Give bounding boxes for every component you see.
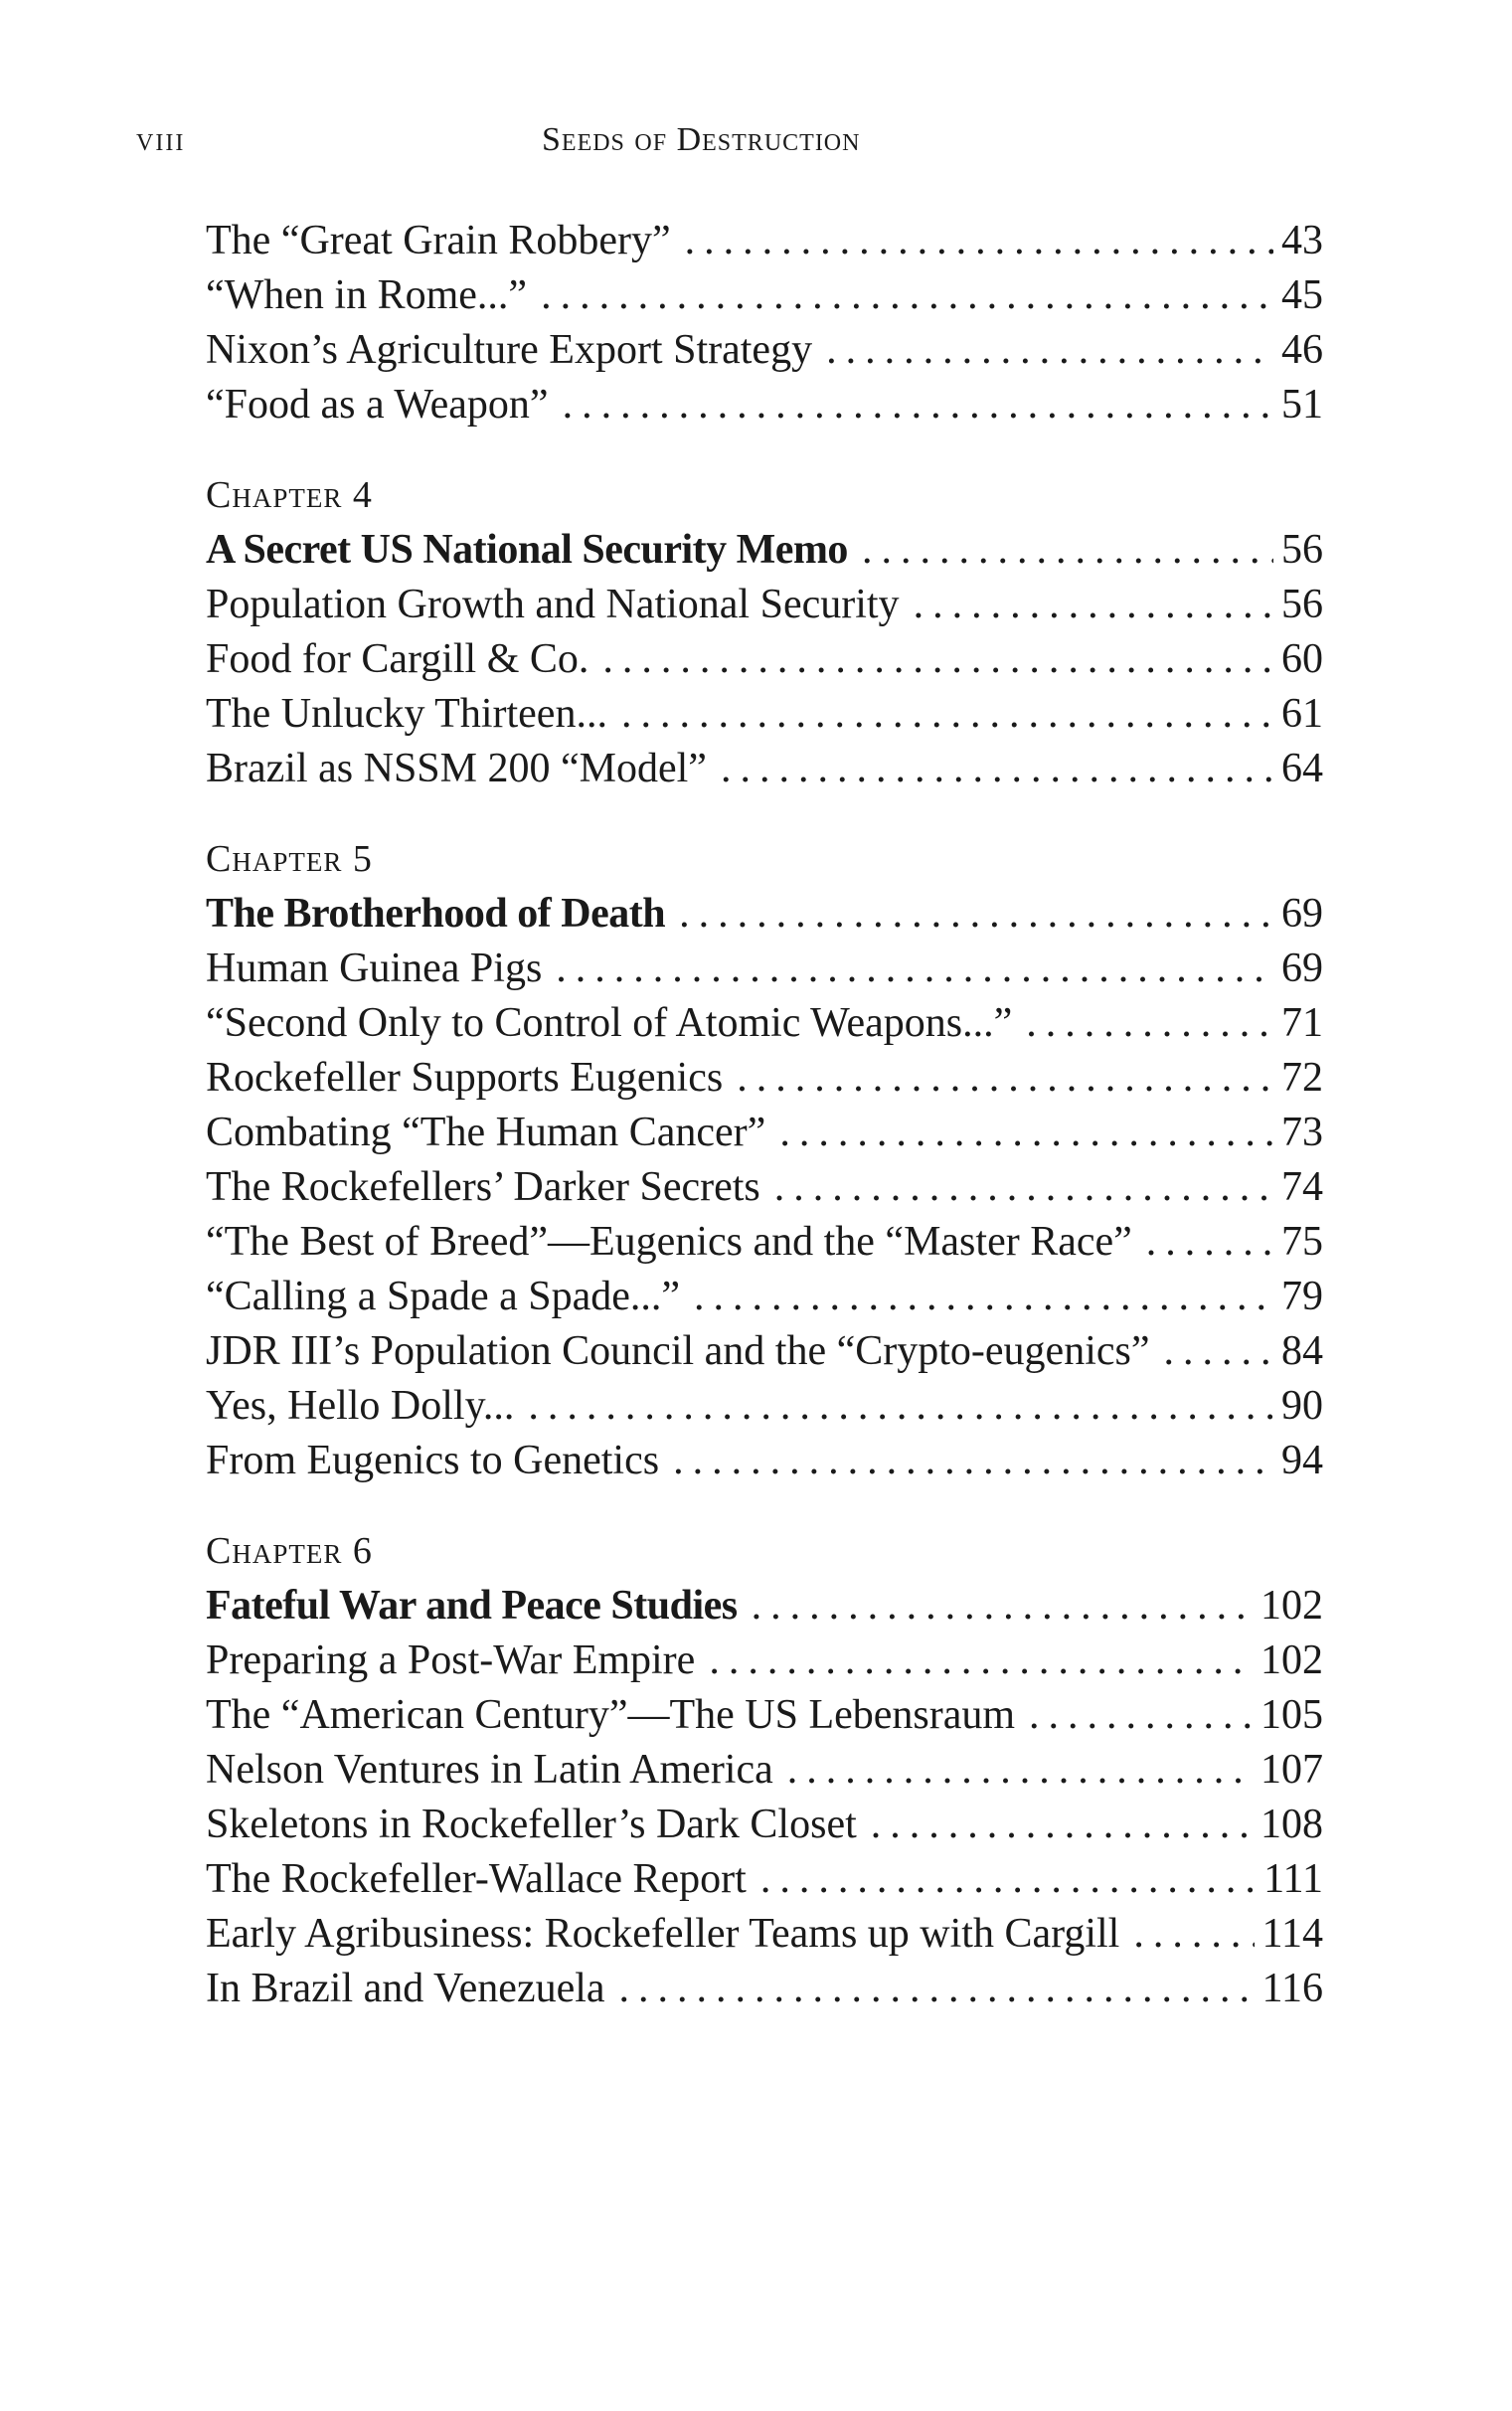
entry-title: Fateful War and Peace Studies: [206, 1583, 738, 1629]
entry-page-number: 108: [1260, 1802, 1323, 1847]
entry-title: “Second Only to Control of Atomic Weapons...”: [206, 1000, 1013, 1046]
entry-page-number: 84: [1281, 1328, 1323, 1374]
entry-title: Population Growth and National Security: [206, 582, 900, 627]
entry-title: A Secret US National Security Memo: [206, 527, 848, 573]
entry-title: “When in Rome...”: [206, 272, 528, 318]
entry-title: Rockefeller Supports Eugenics: [206, 1055, 724, 1101]
toc-entry: [206, 1743, 1323, 1798]
chapter-title-entry: [206, 1579, 1323, 1634]
entry-title: “Calling a Spade a Spade...”: [206, 1274, 681, 1319]
chapter-title-entry: [206, 523, 1323, 578]
entry-title: Brazil as NSSM 200 “Model”: [206, 746, 707, 791]
entry-page-number: 46: [1281, 327, 1323, 373]
entry-title: In Brazil and Venezuela: [206, 1966, 605, 2011]
entry-page-number: 107: [1260, 1747, 1323, 1793]
dot-leader: [871, 1798, 1253, 1852]
entry-page-number: 90: [1281, 1383, 1323, 1429]
dot-leader: [721, 742, 1273, 796]
page-number: viii: [136, 121, 186, 158]
toc-entry: [206, 687, 1323, 742]
entry-page-number: 75: [1281, 1219, 1323, 1265]
dot-leader: [1133, 1907, 1254, 1962]
dot-leader: [685, 214, 1273, 268]
running-head: [136, 121, 1319, 165]
entry-title: The Unlucky Thirteen...: [206, 691, 607, 737]
toc-entry: [206, 1688, 1323, 1743]
entry-title: The “American Century”—The US Lebensraum: [206, 1692, 1016, 1738]
entry-title: Yes, Hello Dolly...: [206, 1383, 515, 1429]
entry-page-number: 105: [1260, 1692, 1323, 1738]
dot-leader: [563, 378, 1273, 432]
entry-page-number: 56: [1281, 582, 1323, 627]
toc-entry: [206, 1962, 1323, 2016]
toc-entry: [206, 268, 1323, 323]
toc-entry: [206, 1379, 1323, 1434]
entry-page-number: 116: [1261, 1966, 1323, 2011]
entry-title: The “Great Grain Robbery”: [206, 218, 671, 263]
entry-title: Nixon’s Agriculture Export Strategy: [206, 327, 813, 373]
entry-page-number: 69: [1281, 946, 1323, 991]
entry-page-number: 71: [1281, 1000, 1323, 1046]
entry-title: Early Agribusiness: Rockefeller Teams up with Cargill: [206, 1911, 1120, 1957]
toc-entry: [206, 1270, 1323, 1324]
entry-page-number: 102: [1260, 1583, 1323, 1629]
toc-entry: [206, 1324, 1323, 1379]
entry-page-number: 72: [1281, 1055, 1323, 1101]
dot-leader: [709, 1634, 1253, 1688]
dot-leader: [679, 887, 1273, 942]
dot-leader: [541, 268, 1273, 323]
entry-page-number: 61: [1281, 691, 1323, 737]
entry-title: From Eugenics to Genetics: [206, 1438, 660, 1483]
entry-title: “Food as a Weapon”: [206, 382, 549, 428]
toc-entry: [206, 1051, 1323, 1106]
dot-leader: [1146, 1215, 1273, 1270]
entry-page-number: 102: [1260, 1637, 1323, 1683]
chapter-title-entry: [206, 887, 1323, 942]
dot-leader: [774, 1160, 1273, 1215]
dot-leader: [1026, 996, 1273, 1051]
entry-title: The Rockefellers’ Darker Secrets: [206, 1164, 760, 1210]
dot-leader: [862, 523, 1273, 578]
toc-entry: [206, 632, 1323, 687]
dot-leader: [619, 1962, 1255, 2016]
section-gap: [206, 432, 1323, 458]
entry-page-number: 74: [1281, 1164, 1323, 1210]
entry-title: Nelson Ventures in Latin America: [206, 1747, 773, 1793]
toc-entry: [206, 1434, 1323, 1488]
entry-page-number: 60: [1281, 636, 1323, 682]
entry-page-number: 73: [1281, 1110, 1323, 1155]
dot-leader: [779, 1106, 1273, 1160]
toc-entry: [206, 578, 1323, 632]
entry-title: JDR III’s Population Council and the “Crypto-eugenics”: [206, 1328, 1150, 1374]
entry-title: Food for Cargill & Co.: [206, 636, 589, 682]
entry-page-number: 45: [1281, 272, 1323, 318]
chapter-label: Chapter 6: [206, 1530, 373, 1572]
toc-entry: [206, 996, 1323, 1051]
entry-title: Human Guinea Pigs: [206, 946, 543, 991]
chapter-label: Chapter 5: [206, 838, 373, 880]
toc-entry: [206, 378, 1323, 432]
toc-entry: [206, 1852, 1323, 1907]
toc-entry: [206, 1634, 1323, 1688]
dot-leader: [826, 323, 1273, 378]
dot-leader: [1029, 1688, 1253, 1743]
entry-page-number: 43: [1281, 218, 1323, 263]
dot-leader: [760, 1852, 1256, 1907]
dot-leader: [556, 942, 1273, 996]
dot-leader: [673, 1434, 1273, 1488]
dot-leader: [1164, 1324, 1274, 1379]
toc-entry: [206, 1798, 1323, 1852]
entry-page-number: 79: [1281, 1274, 1323, 1319]
entry-page-number: 111: [1263, 1856, 1323, 1902]
entry-title: The Brotherhood of Death: [206, 891, 666, 937]
toc-entry: [206, 942, 1323, 996]
dot-leader: [737, 1051, 1273, 1106]
entry-page-number: 94: [1281, 1438, 1323, 1483]
dot-leader: [602, 632, 1273, 687]
dot-leader: [621, 687, 1273, 742]
dot-leader: [752, 1579, 1253, 1634]
entry-title: Preparing a Post-War Empire: [206, 1637, 696, 1683]
entry-title: Combating “The Human Cancer”: [206, 1110, 766, 1155]
entry-page-number: 64: [1281, 746, 1323, 791]
toc-entry: [206, 742, 1323, 796]
entry-title: “The Best of Breed”—Eugenics and the “Master Race”: [206, 1219, 1132, 1265]
entry-page-number: 69: [1281, 891, 1323, 937]
section-gap: [206, 1488, 1323, 1514]
toc-entry: [206, 1106, 1323, 1160]
chapter-label: Chapter 4: [206, 474, 373, 516]
table-of-contents: [206, 214, 1323, 2016]
entry-page-number: 51: [1281, 382, 1323, 428]
toc-entry: [206, 1215, 1323, 1270]
toc-entry: [206, 1160, 1323, 1215]
toc-entry: [206, 323, 1323, 378]
book-title: Seeds of Destruction: [542, 121, 861, 158]
dot-leader: [694, 1270, 1273, 1324]
entry-title: Skeletons in Rockefeller’s Dark Closet: [206, 1802, 857, 1847]
dot-leader: [787, 1743, 1253, 1798]
toc-entry: [206, 1907, 1323, 1962]
entry-title: The Rockefeller-Wallace Report: [206, 1856, 747, 1902]
entry-page-number: 114: [1261, 1911, 1323, 1957]
entry-page-number: 56: [1281, 527, 1323, 573]
dot-leader: [528, 1379, 1273, 1434]
toc-entry: [206, 214, 1323, 268]
dot-leader: [914, 578, 1273, 632]
section-gap: [206, 796, 1323, 822]
